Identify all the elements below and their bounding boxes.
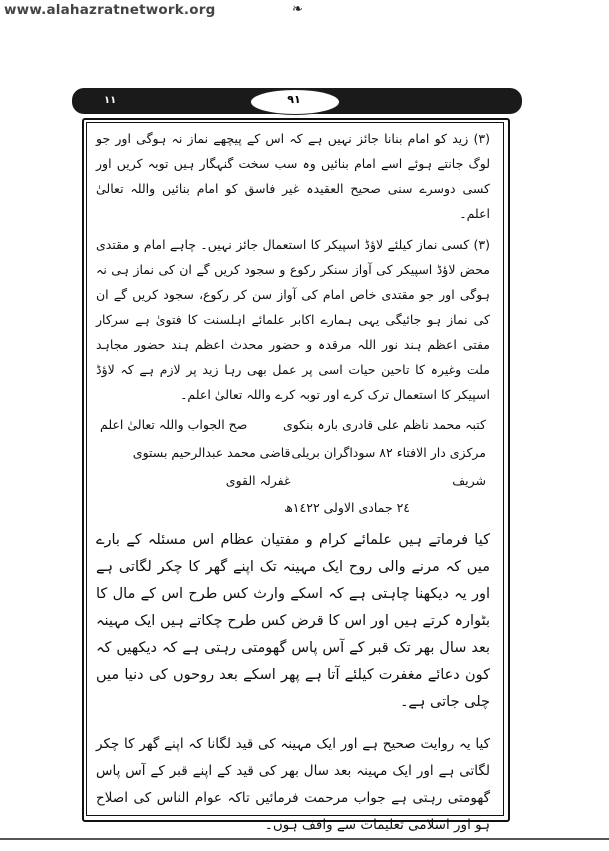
ornament-mark: ❧ bbox=[292, 2, 303, 17]
darul-ifta-address: مرکزی دار الافتاء ٨٢ سوداگران بریلی شریف bbox=[291, 445, 486, 488]
page-content bbox=[96, 126, 490, 833]
answer-paragraph-2: (٣) کسی نماز کیلئے لاؤڈ اسپیکر کا استعمال جائز نہیں۔ چاہے امام و مقتدی محض لاؤڈ اسپیکر کی آواز سنکر رکوع و سجود کریں گے ان کی نماز ہی نہ ہوگی اور جو مقتدی خاص امام کی آواز سن کر رکوع، سجود کریں گے ان کی نماز ہو جائیگی یہی ہمارے اکابر علمائے اہلسنت کا فتویٰ ہے سرکار مفتی اعظم ہند نور اللہ مرقدہ و حضور محدث اعظم ہند حضور مجاہد ملت وغیرہ کا تاحین حیات اسی پر عمل بھی رہا زید پر لازم ہے کہ لاؤڈ اسپیکر کا استعمال ترک کرے اور توبہ کرے واللہ تعالیٰ اعلم۔ bbox=[96, 237, 490, 402]
written-by: کتبہ محمد ناظم علی قادری بارہ بنکوی bbox=[283, 417, 486, 432]
page-number: ٩١ bbox=[287, 93, 301, 106]
watermark-url: www.alahazratnetwork.org bbox=[4, 2, 216, 18]
question-followup: کیا یہ روایت صحیح ہے اور ایک مہینہ کی قید لگانا کہ اپنے گھر کا چکر لگاتی ہے اور ایک مہینہ بعد سال بھر کی قید کے اپنے قبر کے آس پاس گھومتی رہتی ہے جواب مرحمت فرمائیں تاکہ عوام الناس کی اصلاح ہو اور اسلامی تعلیمات سے واقف ہوں۔ bbox=[96, 735, 490, 833]
fatwa-date: ٢٤ جمادی الاولی ١٤٢٢ھ bbox=[284, 500, 410, 515]
corner-number: ١١ bbox=[104, 95, 117, 106]
qazi-name: قاضی محمد عبدالرحیم بستوی غفرلہ القوی bbox=[132, 445, 291, 488]
answer-paragraph-1: (٣) زید کو امام بنانا جائز نہیں ہے کہ اس کے پیچھے نماز نہ ہوگی اور جو لوگ جانتے ہوئے اسے امام بنائیں وہ سب سخت گنہگار ہیں توبہ کریں اور کسی دوسرے سنی صحیح العقیدہ غیر فاسق کو امام بنائیں واللہ تعالیٰ اعلم۔ bbox=[96, 131, 490, 221]
signature-row-1 bbox=[96, 411, 490, 439]
scan-bottom-edge bbox=[0, 838, 609, 840]
confirmation: صح الجواب واللہ تعالیٰ اعلم bbox=[100, 417, 248, 432]
signature-row-2 bbox=[96, 439, 490, 495]
question-paragraph: کیا فرماتے ہیں علمائے کرام و مفتیان عظام اس مسئلہ کے بارے میں کہ مرنے والی روح ایک مہینہ تک اپنے گھر کا چکر لگاتی ہے اور یہ دیکھنا چاہتی ہے کہ اسکے وارث کس طرح اس کے مال کا بٹوارہ کرتے ہیں اور اس کا قرض کس طرح چکاتے ہیں ایک مہینہ بعد سال بھر تک قبر کے آس پاس گھومتی رہتی ہے کہ دیکھیں کہ کون دعائے مغفرت کیلئے آتا ہے پھر اسکے بعد روحوں کی دنیا میں چلی جاتی ہے۔ bbox=[96, 532, 490, 710]
